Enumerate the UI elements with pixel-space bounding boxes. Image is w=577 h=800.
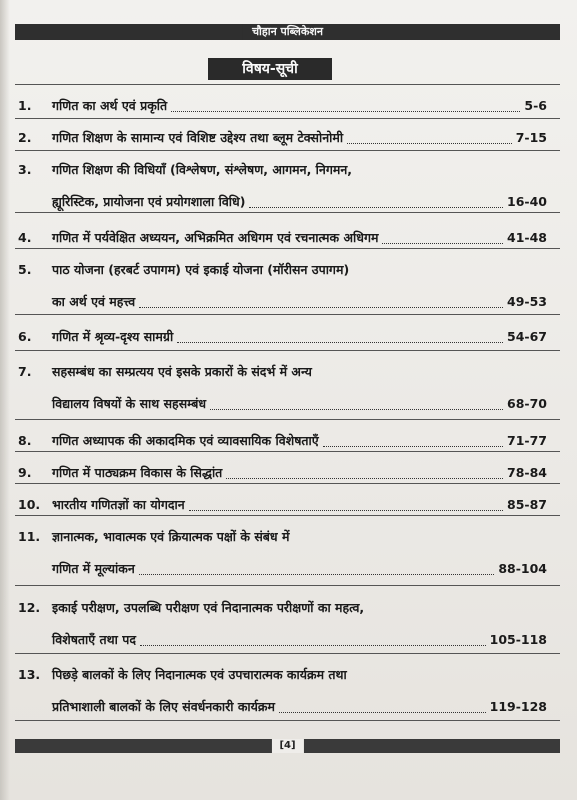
toc-entry-line (0, 665, 577, 685)
entry-title: गणित अध्यापक की अकादमिक एवं व्यावसायिक विशेषताएँ (52, 433, 319, 448)
toc-entry-line (0, 128, 577, 148)
entry-number: 10. (18, 497, 41, 512)
toc-entry-line (0, 192, 577, 212)
dot-leader (347, 143, 512, 144)
entry-number: 8. (18, 433, 32, 448)
dot-leader (139, 574, 494, 575)
entry-divider (15, 314, 560, 315)
toc-entry-line (0, 598, 577, 618)
entry-pages: 41-48 (507, 230, 547, 245)
dot-leader (279, 712, 486, 713)
entry-pages: 78-84 (507, 465, 547, 480)
entry-pages: 105-118 (489, 632, 547, 647)
dot-leader (210, 409, 503, 410)
entry-title: ज्ञानात्मक, भावात्मक एवं क्रियात्मक पक्षों के संबंध में (52, 529, 290, 544)
toc-entry-line (0, 495, 577, 515)
entry-number: 2. (18, 130, 32, 145)
entry-title: का अर्थ एवं महत्त्व (52, 294, 136, 309)
toc-entry-line (0, 260, 577, 280)
entry-title: प्रतिभाशाली बालकों के लिए संवर्धनकारी कार्यक्रम (52, 699, 275, 714)
entry-divider (15, 118, 560, 119)
entry-title: गणित में पाठ्यक्रम विकास के सिद्धांत (52, 465, 223, 480)
entry-number: 4. (18, 230, 32, 245)
toc-entry-line (0, 160, 577, 180)
toc-entry-line (0, 96, 577, 116)
toc-entry-line (0, 362, 577, 382)
entry-title: गणित शिक्षण की विधियाँ (विश्लेषण, संश्लेषण, आगमन, निगमन, (52, 162, 353, 177)
publisher-name: चौहान पब्लिकेशन (242, 24, 333, 40)
dot-leader (189, 510, 503, 511)
entry-number: 13. (18, 667, 41, 682)
dot-leader (171, 111, 520, 112)
entry-title: गणित में श्रृव्य-दृश्य सामग्री (52, 329, 174, 344)
entry-title: सहसम्बंध का सम्प्रत्यय एवं इसके प्रकारों के संदर्भ में अन्य (52, 364, 312, 379)
entry-title: गणित में पर्यवेक्षित अध्ययन, अभिक्रमित अधिगम एवं रचनात्मक अधिगम (52, 230, 379, 245)
toc-entry-line (0, 228, 577, 248)
entry-pages: 68-70 (507, 396, 547, 411)
entry-number: 5. (18, 262, 32, 277)
dot-leader (323, 446, 503, 447)
entry-divider (15, 248, 560, 249)
entry-number: 1. (18, 98, 32, 113)
dot-leader (139, 307, 503, 308)
dot-leader (382, 243, 503, 244)
entry-divider (15, 84, 560, 85)
toc-entry-line (0, 292, 577, 312)
entry-title: गणित में मूल्यांकन (52, 561, 135, 576)
entry-divider (15, 585, 560, 586)
entry-divider (15, 653, 560, 654)
toc-entry-line (0, 630, 577, 650)
entry-pages: 71-77 (507, 433, 547, 448)
page-number: [4] (271, 739, 303, 753)
entry-title: भारतीय गणितज्ञों का योगदान (52, 497, 185, 512)
entry-divider (15, 483, 560, 484)
dot-leader (177, 342, 503, 343)
entry-pages: 88-104 (498, 561, 547, 576)
dot-leader (226, 478, 503, 479)
entry-pages: 49-53 (507, 294, 547, 309)
footer-bar (15, 739, 560, 753)
page-title: विषय-सूची (208, 58, 332, 80)
entry-pages: 54-67 (507, 329, 547, 344)
toc-entry-line (0, 463, 577, 483)
entry-pages: 119-128 (489, 699, 547, 714)
entry-number: 7. (18, 364, 32, 379)
entry-number: 11. (18, 529, 41, 544)
toc-entry-line (0, 527, 577, 547)
entry-title: विशेषताएँ तथा पद (52, 632, 136, 647)
entry-divider (15, 419, 560, 420)
entry-pages: 16-40 (507, 194, 547, 209)
entry-title: विद्यालय विषयों के साथ सहसम्बंध (52, 396, 207, 411)
dot-leader (249, 207, 503, 208)
entry-pages: 7-15 (515, 130, 547, 145)
entry-title: पिछड़े बालकों के लिए निदानात्मक एवं उपचारात्मक कार्यक्रम तथा (52, 667, 347, 682)
entry-divider (15, 720, 560, 721)
entry-title: गणित का अर्थ एवं प्रकृति (52, 98, 168, 113)
toc-entry-line (0, 559, 577, 579)
toc-entry-line (0, 697, 577, 717)
entry-divider (15, 212, 560, 213)
entry-number: 9. (18, 465, 32, 480)
toc-entry-line (0, 394, 577, 414)
entry-divider (15, 515, 560, 516)
entry-divider (15, 451, 560, 452)
toc-entry-line (0, 327, 577, 347)
entry-divider (15, 350, 560, 351)
entry-pages: 5-6 (524, 98, 547, 113)
entry-title: गणित शिक्षण के सामान्य एवं विशिष्ट उद्देश्य तथा ब्लूम टेक्सोनोमी (52, 130, 344, 145)
toc-entry-line (0, 431, 577, 451)
entry-pages: 85-87 (507, 497, 547, 512)
entry-number: 3. (18, 162, 32, 177)
entry-number: 6. (18, 329, 32, 344)
entry-number: 12. (18, 600, 41, 615)
entry-divider (15, 150, 560, 151)
entry-title: ह्यूरिस्टिक, प्रायोजना एवं प्रयोगशाला विधि) (52, 194, 246, 209)
dot-leader (140, 645, 486, 646)
entry-title: पाठ योजना (हरबर्ट उपागम) एवं इकाई योजना (मॉरीसन उपागम) (52, 262, 350, 277)
entry-title: इकाई परीक्षण, उपलब्धि परीक्षण एवं निदानात्मक परीक्षणों का महत्व, (52, 600, 365, 615)
